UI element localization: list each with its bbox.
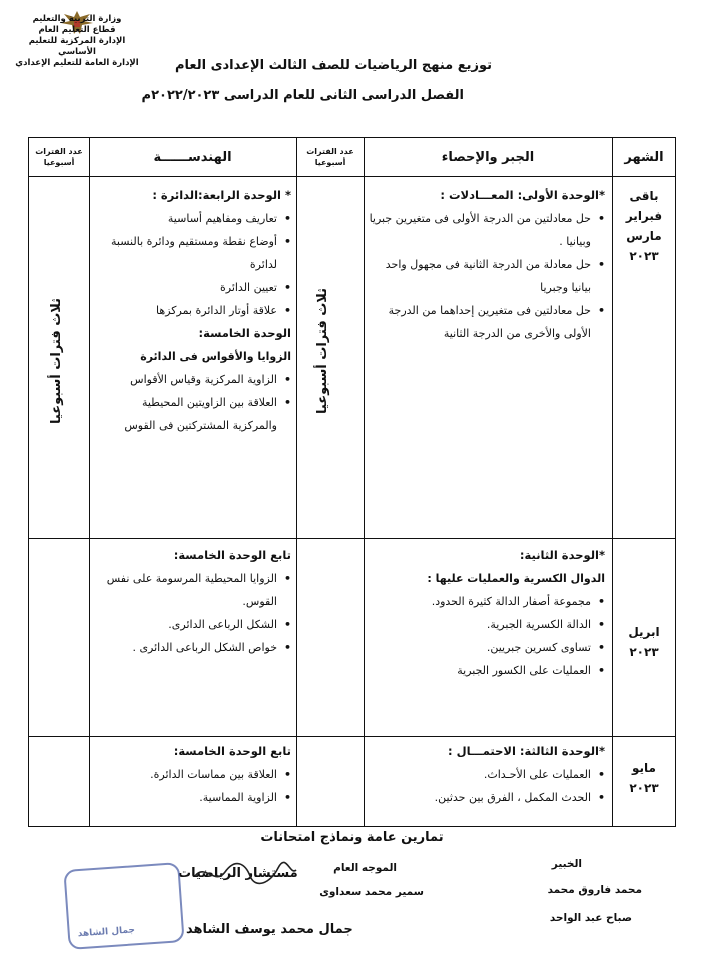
month-line: فبراير (625, 209, 663, 223)
unit-title: تابع الوحدة الخامسة: (173, 744, 291, 758)
column-divider (89, 138, 90, 826)
director-title: الموجه العام (333, 862, 397, 874)
weekly-periods-geometry: ثلاث فترات أسبوعيا (49, 298, 64, 425)
row2-geometry (95, 544, 291, 659)
column-divider (612, 138, 613, 826)
ministry-header (12, 14, 142, 69)
month-may (616, 758, 672, 798)
list-item: • العلاقة بين مماسات الدائرة. (95, 763, 291, 786)
month-line: باقى (629, 189, 659, 203)
header-month: الشهر (624, 149, 664, 165)
unit-subtitle: الزوايا والأقواس فى الدائرة (140, 350, 291, 363)
ministry-line: الإدارة المركزية للتعليم الأساسي (28, 36, 126, 57)
month-line: ٢٠٢٣ (629, 645, 659, 659)
header-periods-algebra: عدد الفترات أسبوعيا (306, 147, 354, 167)
list-item: • العمليات على الكسور الجبرية (369, 659, 605, 682)
ministry-line: قطاع التعليم العام (38, 25, 116, 35)
list-item: • أوضاع نقطة ومستقيم ودائرة بالنسبة لدائرة (95, 230, 291, 276)
ministry-line: وزارة التربية والتعليم (32, 14, 122, 24)
month-line: ٢٠٢٣ (629, 249, 659, 263)
official-stamp (63, 862, 184, 950)
list-item: • حل معادلتين فى متغيرين إحداهما من الدرجة الأولى والأخرى من الدرجة الثانية (369, 299, 605, 345)
list-item: • الزاوية المركزية وقياس الأقواس (95, 368, 291, 391)
list-item: • الدالة الكسرية الجبرية. (369, 613, 605, 636)
table-footer: تمارين عامة ونماذج امتحانات (260, 830, 444, 845)
column-divider (364, 138, 365, 826)
row2-algebra (369, 544, 605, 682)
unit-title: *الوحدة الأولى: المعـــادلات : (440, 188, 605, 202)
month-line: مارس (626, 229, 662, 243)
list-item: • تساوى كسرين جبريين. (369, 636, 605, 659)
page-subtitle: الفصل الدراسى الثانى للعام الدراسى ٢٠٢٢/٢٠٢٣م (141, 88, 464, 103)
row3-geometry (95, 740, 291, 809)
page-title: توزيع منهج الرياضيات للصف الثالث الإعدادى العام (174, 58, 492, 73)
row-divider (29, 538, 675, 539)
expert-title: الخبير (551, 858, 582, 870)
weekly-periods-algebra: ثلاث فترات أسبوعيا (315, 288, 330, 415)
ministry-line: الإدارة العامة للتعليم الإعدادي (15, 58, 139, 68)
row1-geometry (95, 184, 291, 437)
unit-title: * الوحدة الرابعة:الدائرة : (152, 188, 291, 202)
header-periods-geometry: عدد الفترات أسبوعيا (35, 147, 83, 167)
column-divider (296, 138, 297, 826)
expert-name: صباح عبد الواحد (549, 912, 632, 924)
unit-subtitle: الدوال الكسرية والعمليات عليها : (427, 572, 605, 585)
month-line: مايو (632, 761, 656, 775)
unit-title: تابع الوحدة الخامسة: (173, 548, 291, 562)
expert-name: محمد فاروق محمد (547, 884, 642, 896)
list-item: • الزاوية المماسية. (95, 786, 291, 809)
row1-algebra (369, 184, 605, 345)
list-item: • تعيين الدائرة (95, 276, 291, 299)
curriculum-table (28, 137, 676, 845)
unit-title: الوحدة الخامسة: (198, 326, 291, 340)
list-item: • الشكل الرباعى الدائرى. (95, 613, 291, 636)
list-item: • العمليات على الأحـداث. (369, 763, 605, 786)
list-item: • علاقة أوتار الدائرة بمركزها (95, 299, 291, 322)
header-algebra: الجبر والإحصاء (441, 149, 535, 165)
list-item: • الحدث المكمل ، الفرق بين حدثين. (369, 786, 605, 809)
row-divider (29, 736, 675, 737)
list-item: • العلاقة بين الزاويتين المحيطية والمركزية المشتركتين فى القوس (95, 391, 291, 437)
month-april (616, 622, 672, 662)
list-item: • حل معادلتين من الدرجة الأولى فى متغيرين جبريا وبيانيا . (369, 207, 605, 253)
advisor-title: مستشار الرياضيات (178, 866, 298, 881)
list-item: • الزوايا المحيطية المرسومة على نفس القوس. (95, 567, 291, 613)
list-item: • حل معادلة من الدرجة الثانية فى مجهول واحد بيانيا وجبريا (369, 253, 605, 299)
list-item: • تعاريف ومفاهيم أساسية (95, 207, 291, 230)
row3-algebra (369, 740, 605, 809)
header-geometry: الهندســــــة (153, 149, 232, 165)
list-item: • خواص الشكل الرباعى الدائرى . (95, 636, 291, 659)
stamp-label: جمال الشاهد (77, 925, 136, 940)
month-feb-mar (616, 186, 672, 266)
month-line: ٢٠٢٣ (629, 781, 659, 795)
row-divider (29, 826, 675, 827)
advisor-name: جمال محمد يوسف الشاهد (186, 922, 353, 937)
row-divider (29, 176, 675, 177)
list-item: • مجموعة أصفار الدالة كثيرة الحدود. (369, 590, 605, 613)
unit-title: *الوحدة الثالثة: الاحتمـــال : (448, 744, 605, 758)
month-line: ابريل (628, 625, 660, 639)
signature-scribble-icon (190, 858, 300, 888)
director-name: سمير محمد سعداوى (319, 886, 424, 898)
unit-title: *الوحدة الثانية: (519, 548, 605, 562)
